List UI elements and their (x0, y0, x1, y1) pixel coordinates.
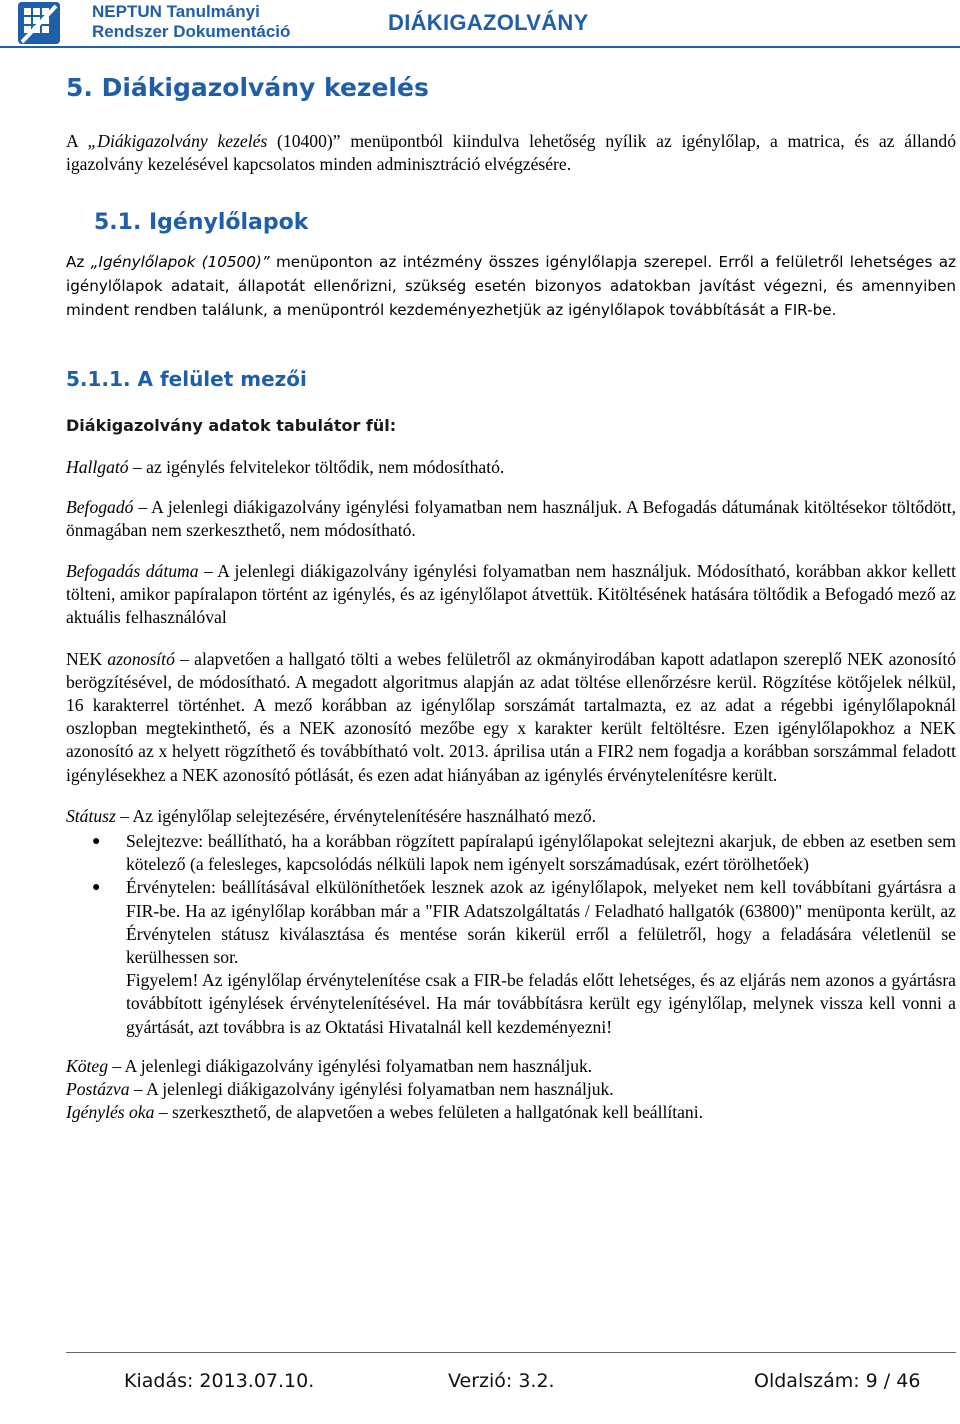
page-header (0, 0, 960, 48)
field-nek-azonosito (66, 648, 956, 787)
list-item-text: Érvénytelen: beállításával elkülöníthetőek lesznek azok az igénylőlapok, melyeket nem kell továbbítani gyártásra a FIR-be. Ha az igénylőlap korábban már a "FIR Adatszolgáltatás / Feladható hallgatók (63800)" menüponta került, az Érvénytelen státusz kiválasztása és mentése során kikerül erről a felületről, hogy a feladására véletlenül se kerülhessen sor. (126, 877, 956, 968)
section-post: menüponton az intézmény összes igénylőlapja szerepel. Erről a felületről lehetséges az igénylőlapok adatait, állapotát ellenőrizni, szükség esetén bizonyos adatokban javítást végezni, és amennyiben mindent rendben találunk, a menüpontról kezdeményezhetjük az igénylőlapok továbbítását a FIR-be. (66, 253, 956, 320)
warning-paragraph (126, 969, 956, 1039)
field-label: Postázva (66, 1079, 130, 1100)
footer-divider (66, 1352, 956, 1353)
field-label: Befogadó (66, 496, 134, 517)
footer-page-number: Oldalszám: 9 / 46 (754, 1370, 921, 1392)
intro-post: (10400)” menüpontból kiindulva lehetőség nyílik az igénylőlap, a matrica, és az állandó igazolvány kezelésével kapcsolatos minden adminisztráció elvégzésére. (66, 131, 956, 175)
section-menu-name: „Igénylőlapok (10500)” (90, 253, 270, 272)
header-divider (0, 46, 960, 48)
status-options-list (66, 830, 956, 1039)
subsection-heading: 5.1.1. A felület mezői (66, 367, 307, 392)
footer-release-date: Kiadás: 2013.07.10. (124, 1370, 315, 1392)
field-label: NEK (66, 648, 108, 669)
warning-text: Figyelem! Az igénylőlap érvénytelenítése csak a FIR-be feladás előtt lehetséges, és az eljárás nem azonos a gyártásra továbbított igénylések érvénytelenítésével. Ha már továbbításra került egy igénylőlap, melynek vissza kell vonni a gyártását, azt továbbra is az Oktatási Hivatalnál kell kezdeményezni! (126, 970, 956, 1037)
doc-title-line2: Rendszer Dokumentáció (92, 22, 291, 41)
section-title: DIÁKIGAZOLVÁNY (388, 10, 589, 35)
field-text: – az igénylés felvitelekor töltődik, nem módosítható. (128, 457, 505, 478)
bullet-icon: ● (92, 834, 101, 850)
field-label: Befogadás dátuma (66, 561, 199, 582)
section-paragraph (66, 250, 956, 322)
field-label: Hallgató (66, 457, 129, 478)
bullet-icon: ● (92, 880, 101, 896)
section-pre: Az (66, 253, 91, 272)
neptun-logo-icon (18, 2, 60, 44)
doc-title (92, 2, 290, 42)
field-label: Köteg (66, 1055, 109, 1076)
intro-menu-name: „Diákigazolvány kezelés (87, 131, 268, 151)
tab-heading: Diákigazolvány adatok tabulátor fül: (66, 416, 397, 436)
section-heading: 5.1. Igénylőlapok (94, 210, 309, 236)
field-befogadas-datuma (66, 560, 956, 630)
chapter-heading: 5. Diákigazolvány kezelés (66, 73, 429, 102)
list-item (92, 830, 956, 876)
list-item-text: Selejtezve: beállítható, ha a korábban rögzített papíralapú igénylőlapokat selejtezni akarjuk, de ebben az esetben sem kötelező (a felesleges, kapcsolódás nélküli lapok nem igényelt sorszámadúsak, ezért törölhetőek) (126, 831, 956, 875)
field-label-italic: azonosító (107, 648, 175, 669)
field-text: – A jelenlegi diákigazolvány igénylési folyamatban nem használjuk. A Befogadás dátumának kitöltésekor töltődött, önmagában nem szerkeszthető, nem módosítható. (66, 496, 956, 540)
field-label: Igénylés oka (66, 1102, 155, 1123)
field-text: – Az igénylőlap selejtezésére, érvénytelenítésére használható mező. (115, 805, 597, 826)
footer-version: Verzió: 3.2. (448, 1370, 555, 1392)
field-text: – szerkeszthető, de alapvetően a webes felületen a hallgatónak kell beállítani. (154, 1102, 704, 1123)
field-igenyles-oka (66, 1101, 956, 1124)
doc-title-line1: NEPTUN Tanulmányi (92, 2, 260, 21)
field-hallgato (66, 456, 956, 479)
list-item (92, 876, 956, 969)
field-koteg (66, 1055, 956, 1078)
field-text: – alapvetően a hallgató tölti a webes felületről az okmányirodában kapott adatlapon szereplő NEK azonosító berögzítésével, de módosítható. A megadott algoritmus alapján az adat töltése ellenőrzésre kerül. Rögzítése kötőjelek nélkül, 16 karakterrel történhet. A mező korábban az igénylőlap sorszámát tartalmazta, ez az adat a régebbi igénylőlapoknál oszlopban megtekinthető, és a NEK azonosító mezőbe egy x karakter került feltöltésre. Ezen igénylőlapokhoz a NEK azonosító az x helyett rögzíthető és továbbítható volt. 2013. áprilisa után a FIR2 nem fogadja a korábban sorszámmal feladott igénylésekhez a NEK azonosító pótlását, és ezen adat hiányában az igénylés érvénytelenítésre került. (66, 648, 956, 785)
intro-pre: A (66, 131, 88, 151)
field-text: – A jelenlegi diákigazolvány igénylési folyamatban nem használjuk. Módosítható, korábban akkor kellett tölteni, amikor papíralapon történt az igénylés, és az igénylőlapot átvettük. Kitöltésének hatására töltődik a Befogadó mező az aktuális felhasználóval (66, 561, 956, 628)
field-statusz (66, 805, 956, 828)
intro-paragraph (66, 130, 956, 176)
field-postazva (66, 1078, 956, 1101)
page-content (66, 68, 956, 1124)
field-text: – A jelenlegi diákigazolvány igénylési folyamatban nem használjuk. (129, 1079, 614, 1100)
field-text: – A jelenlegi diákigazolvány igénylési folyamatban nem használjuk. (108, 1055, 593, 1076)
field-label: Státusz (66, 805, 116, 826)
field-befogado (66, 496, 956, 542)
